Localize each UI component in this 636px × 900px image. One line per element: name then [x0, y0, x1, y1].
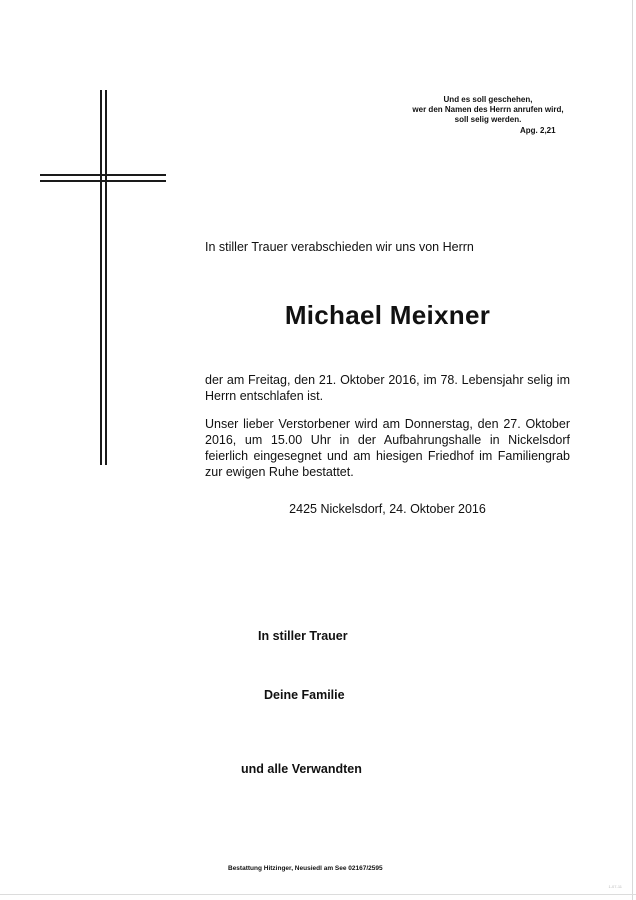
- funeral-home-footer: Bestattung Hitzinger, Neusiedl am See 02167/2595: [228, 865, 383, 872]
- signature-line-2: Deine Familie: [264, 688, 345, 702]
- signature-line-1: In stiller Trauer: [258, 629, 348, 643]
- signature-line-3: und alle Verwandten: [241, 762, 362, 776]
- verse-line-2: wer den Namen des Herrn anrufen wird,: [412, 105, 564, 114]
- place-date: 2425 Nickelsdorf, 24. Oktober 2016: [289, 502, 486, 516]
- scan-edge-bottom: [0, 894, 636, 895]
- scan-edge-right: [632, 0, 633, 900]
- verse-reference: Apg. 2,21: [520, 126, 556, 135]
- funeral-details-paragraph: Unser lieber Verstorbener wird am Donnerstag, den 27. Oktober 2016, um 15.00 Uhr in der Aufbahrungshalle in Nickelsdorf feierlich eingesegnet und am hiesigen Friedhof im Familiengrab zur ewigen Ruhe bestattet.: [205, 417, 570, 479]
- death-notice-paragraph: der am Freitag, den 21. Oktober 2016, im 78. Lebensjahr selig im Herrn entschlafen ist.: [205, 373, 570, 403]
- verse-line-3: soll selig werden.: [454, 115, 522, 124]
- corner-code: 1-07-11: [608, 884, 622, 889]
- cross-icon: [40, 90, 166, 465]
- intro-text: In stiller Trauer verabschieden wir uns von Herrn: [205, 240, 474, 254]
- deceased-name: Michael Meixner: [284, 300, 491, 330]
- verse-line-1: Und es soll geschehen,: [443, 95, 533, 104]
- bible-verse: [388, 95, 588, 125]
